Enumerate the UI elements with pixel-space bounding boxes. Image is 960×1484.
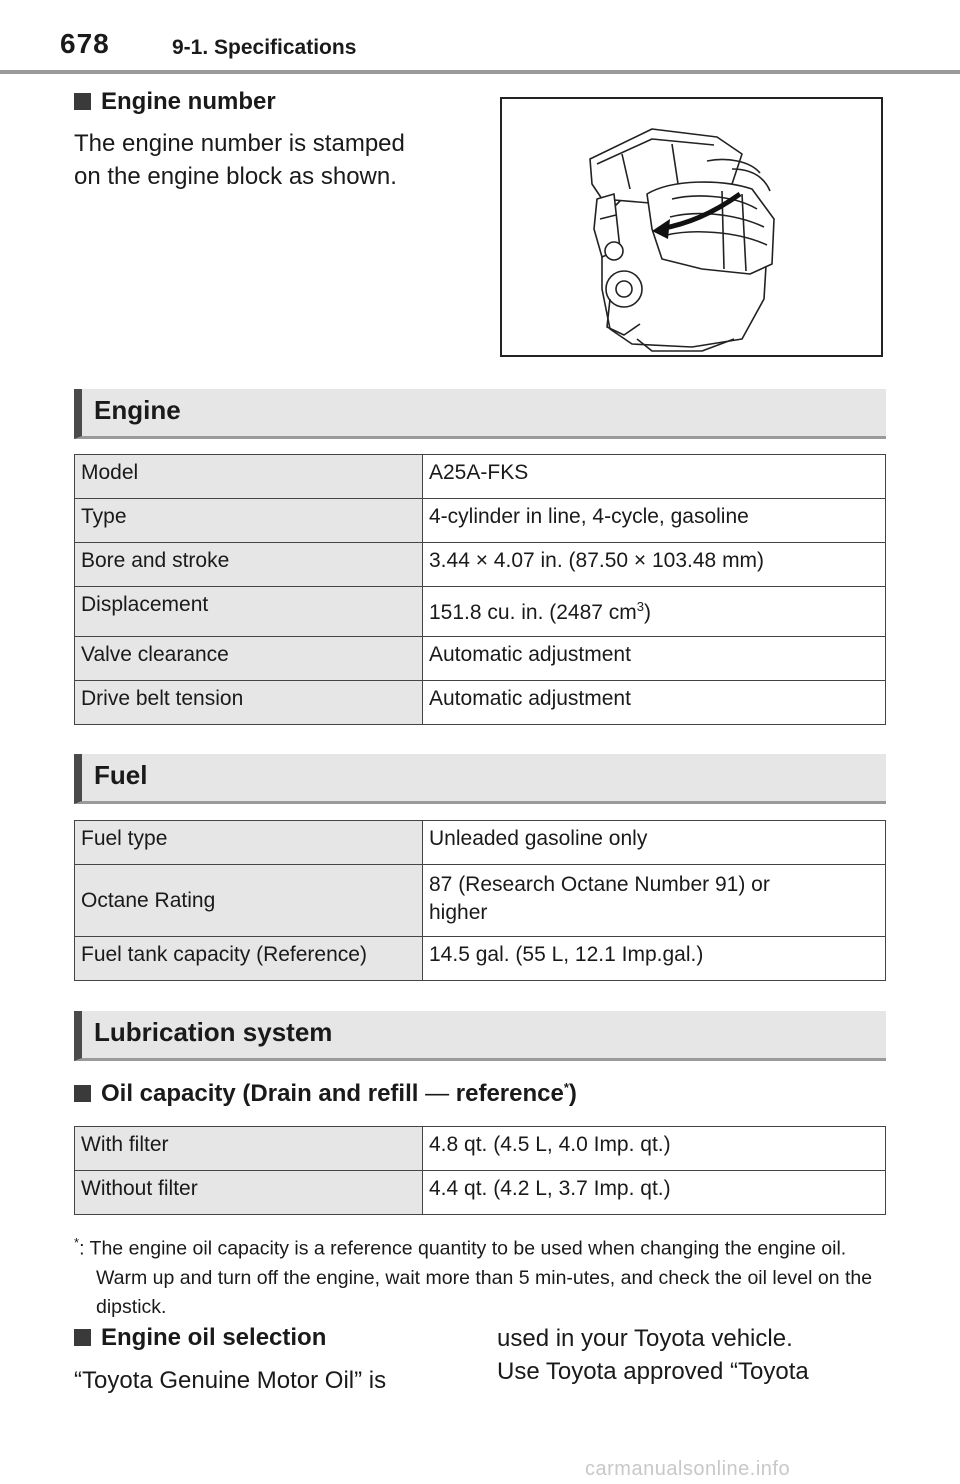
row-label: Valve clearance <box>75 637 423 681</box>
row-value: 3.44 × 4.07 in. (87.50 × 103.48 mm) <box>423 543 886 587</box>
square-bullet-icon <box>74 93 91 110</box>
row-value: 87 (Research Octane Number 91) or higher <box>423 865 886 937</box>
row-label: Fuel type <box>75 821 423 865</box>
table-row <box>75 681 886 725</box>
row-label: Drive belt tension <box>75 681 423 725</box>
row-label: Fuel tank capacity (Reference) <box>75 937 423 981</box>
table-row <box>75 587 886 637</box>
section-title: 9-1. Specifications <box>172 36 357 59</box>
header-divider <box>0 70 960 74</box>
oil-selection-text-right: used in your Toyota vehicle. Use Toyota approved “Toyota <box>497 1325 809 1385</box>
engine-block-icon <box>502 99 881 355</box>
row-label: Model <box>75 455 423 499</box>
oil-capacity-footnote: *: The engine oil capacity is a reference quantity to be used when changing the engine oil. Warm up and turn off the engine, wait more than 5 min-utes, and check the oil level on the dipstick. <box>74 1235 873 1318</box>
row-label: With filter <box>75 1127 423 1171</box>
row-value: 4.8 qt. (4.5 L, 4.0 Imp. qt.) <box>423 1127 886 1171</box>
row-value: Automatic adjustment <box>423 681 886 725</box>
engine-number-text: The engine number is stamped on the engine block as shown. <box>74 130 405 190</box>
row-value: Unleaded gasoline only <box>423 821 886 865</box>
row-value: 14.5 gal. (55 L, 12.1 Imp.gal.) <box>423 937 886 981</box>
lubrication-section-header: Lubrication system <box>74 1011 886 1061</box>
row-value: 4-cylinder in line, 4-cycle, gasoline <box>423 499 886 543</box>
oil-capacity-table <box>74 1126 886 1215</box>
table-row <box>75 543 886 587</box>
table-row <box>75 1171 886 1215</box>
row-label: Type <box>75 499 423 543</box>
table-row <box>75 865 886 937</box>
table-row <box>75 821 886 865</box>
oil-capacity-heading: Oil capacity (Drain and refill — reference*) <box>74 1080 577 1108</box>
oil-selection-heading: Engine oil selection <box>74 1324 326 1352</box>
watermark: carmanualsonline.info <box>585 1458 791 1480</box>
table-row <box>75 1127 886 1171</box>
row-label: Bore and stroke <box>75 543 423 587</box>
engine-number-heading: Engine number <box>74 88 276 116</box>
row-label: Without filter <box>75 1171 423 1215</box>
fuel-spec-table <box>74 820 886 981</box>
row-label: Octane Rating <box>75 865 423 937</box>
row-label: Displacement <box>75 587 423 637</box>
fuel-section-header: Fuel <box>74 754 886 804</box>
square-bullet-icon <box>74 1085 91 1102</box>
page-number: 678 <box>60 28 110 59</box>
page-header <box>0 0 960 76</box>
table-row <box>75 937 886 981</box>
row-value: A25A-FKS <box>423 455 886 499</box>
row-value: 4.4 qt. (4.2 L, 3.7 Imp. qt.) <box>423 1171 886 1215</box>
engine-spec-table <box>74 454 886 725</box>
table-row <box>75 455 886 499</box>
row-value: 151.8 cu. in. (2487 $cm^3$) <box>423 587 886 637</box>
oil-selection-text-left: “Toyota Genuine Motor Oil” is <box>74 1367 387 1394</box>
table-row <box>75 499 886 543</box>
table-row <box>75 637 886 681</box>
engine-illustration <box>500 97 883 357</box>
square-bullet-icon <box>74 1329 91 1346</box>
engine-section-header: Engine <box>74 389 886 439</box>
row-value: Automatic adjustment <box>423 637 886 681</box>
